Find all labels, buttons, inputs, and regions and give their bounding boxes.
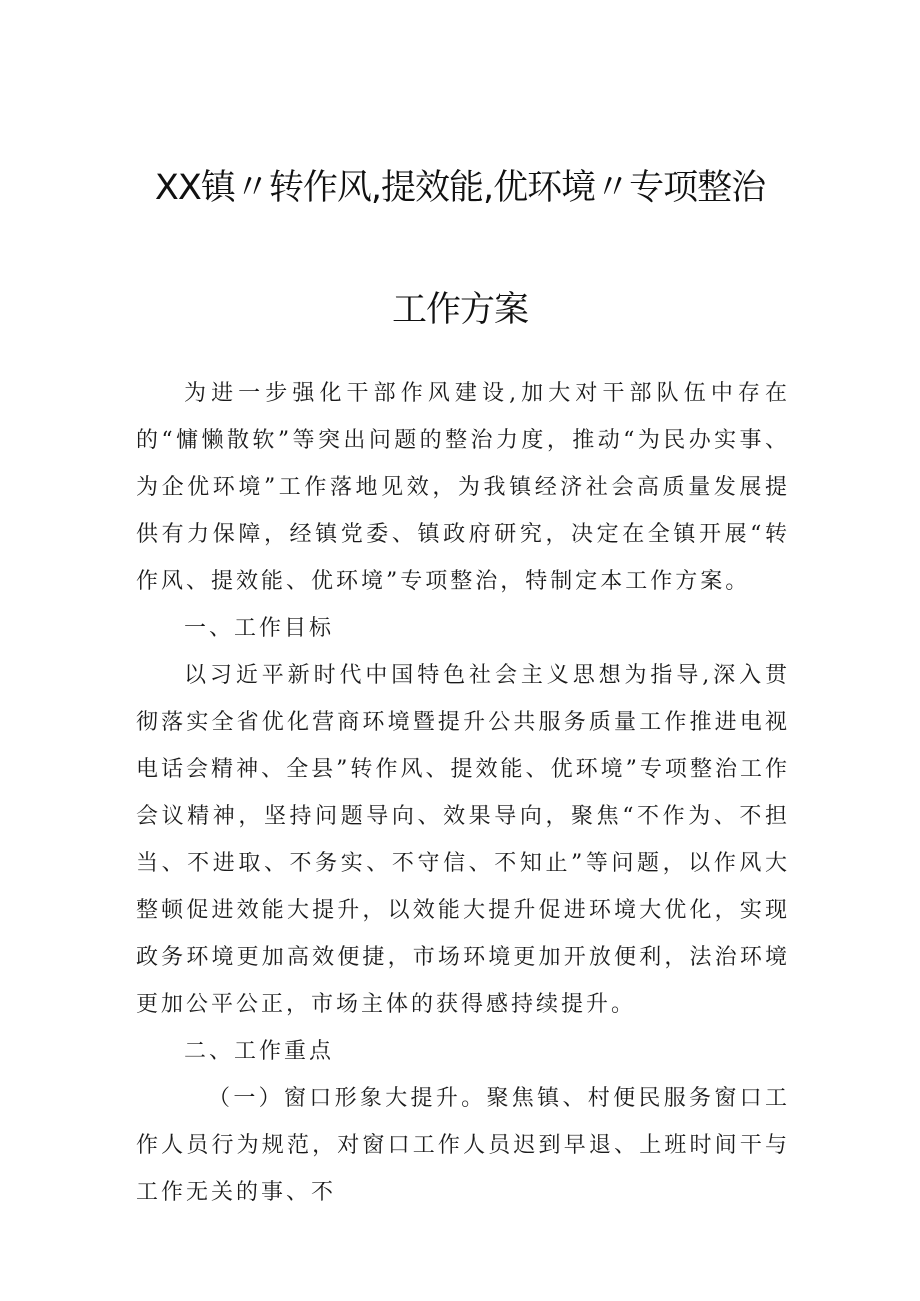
document-title-line-1: XX镇〃转作风,提效能,优环境〃专项整治 (154, 168, 766, 208)
section-heading-focus: 二、工作重点 (184, 1039, 335, 1064)
focus-item-1-paragraph: （一）窗口形象大提升。聚焦镇、村便民服务窗口工作人员行为规范，对窗口工作人员迟到早退、上班时间干与工作无关的事、不 (136, 1086, 790, 1205)
intro-paragraph: 为进一步强化干部作风建设,加大对干部队伍中存在的“慵懒散软”等突出问题的整治力度，推动“为民办实事、为企优环境”工作落地见效，为我镇经济社会高质量发展提供有力保障，经镇党委、镇政府研究，决定在全镇开展“转作风、提效能、优环境”专项整治，特制定本工作方案。 (136, 381, 790, 594)
goals-paragraph: 以习近平新时代中国特色社会主义思想为指导,深入贯彻落实全省优化营商环境暨提升公共服务质量工作推进电视电话会精神、全县”转作风、提效能、优环境”专项整治工作会议精神，坚持问题导向、效果导向，聚焦“不作为、不担当、不进取、不务实、不守信、不知止”等问题，以作风大整顿促进效能大提升，以效能大提升促进环境大优化，实现政务环境更加高效便捷，市场环境更加开放便利，法治环境更加公平公正，市场主体的获得感持续提升。 (136, 663, 790, 1017)
section-heading-goals: 一、工作目标 (184, 616, 335, 641)
document-title-line-2: 工作方案 (391, 290, 528, 330)
document-body (136, 370, 790, 1216)
